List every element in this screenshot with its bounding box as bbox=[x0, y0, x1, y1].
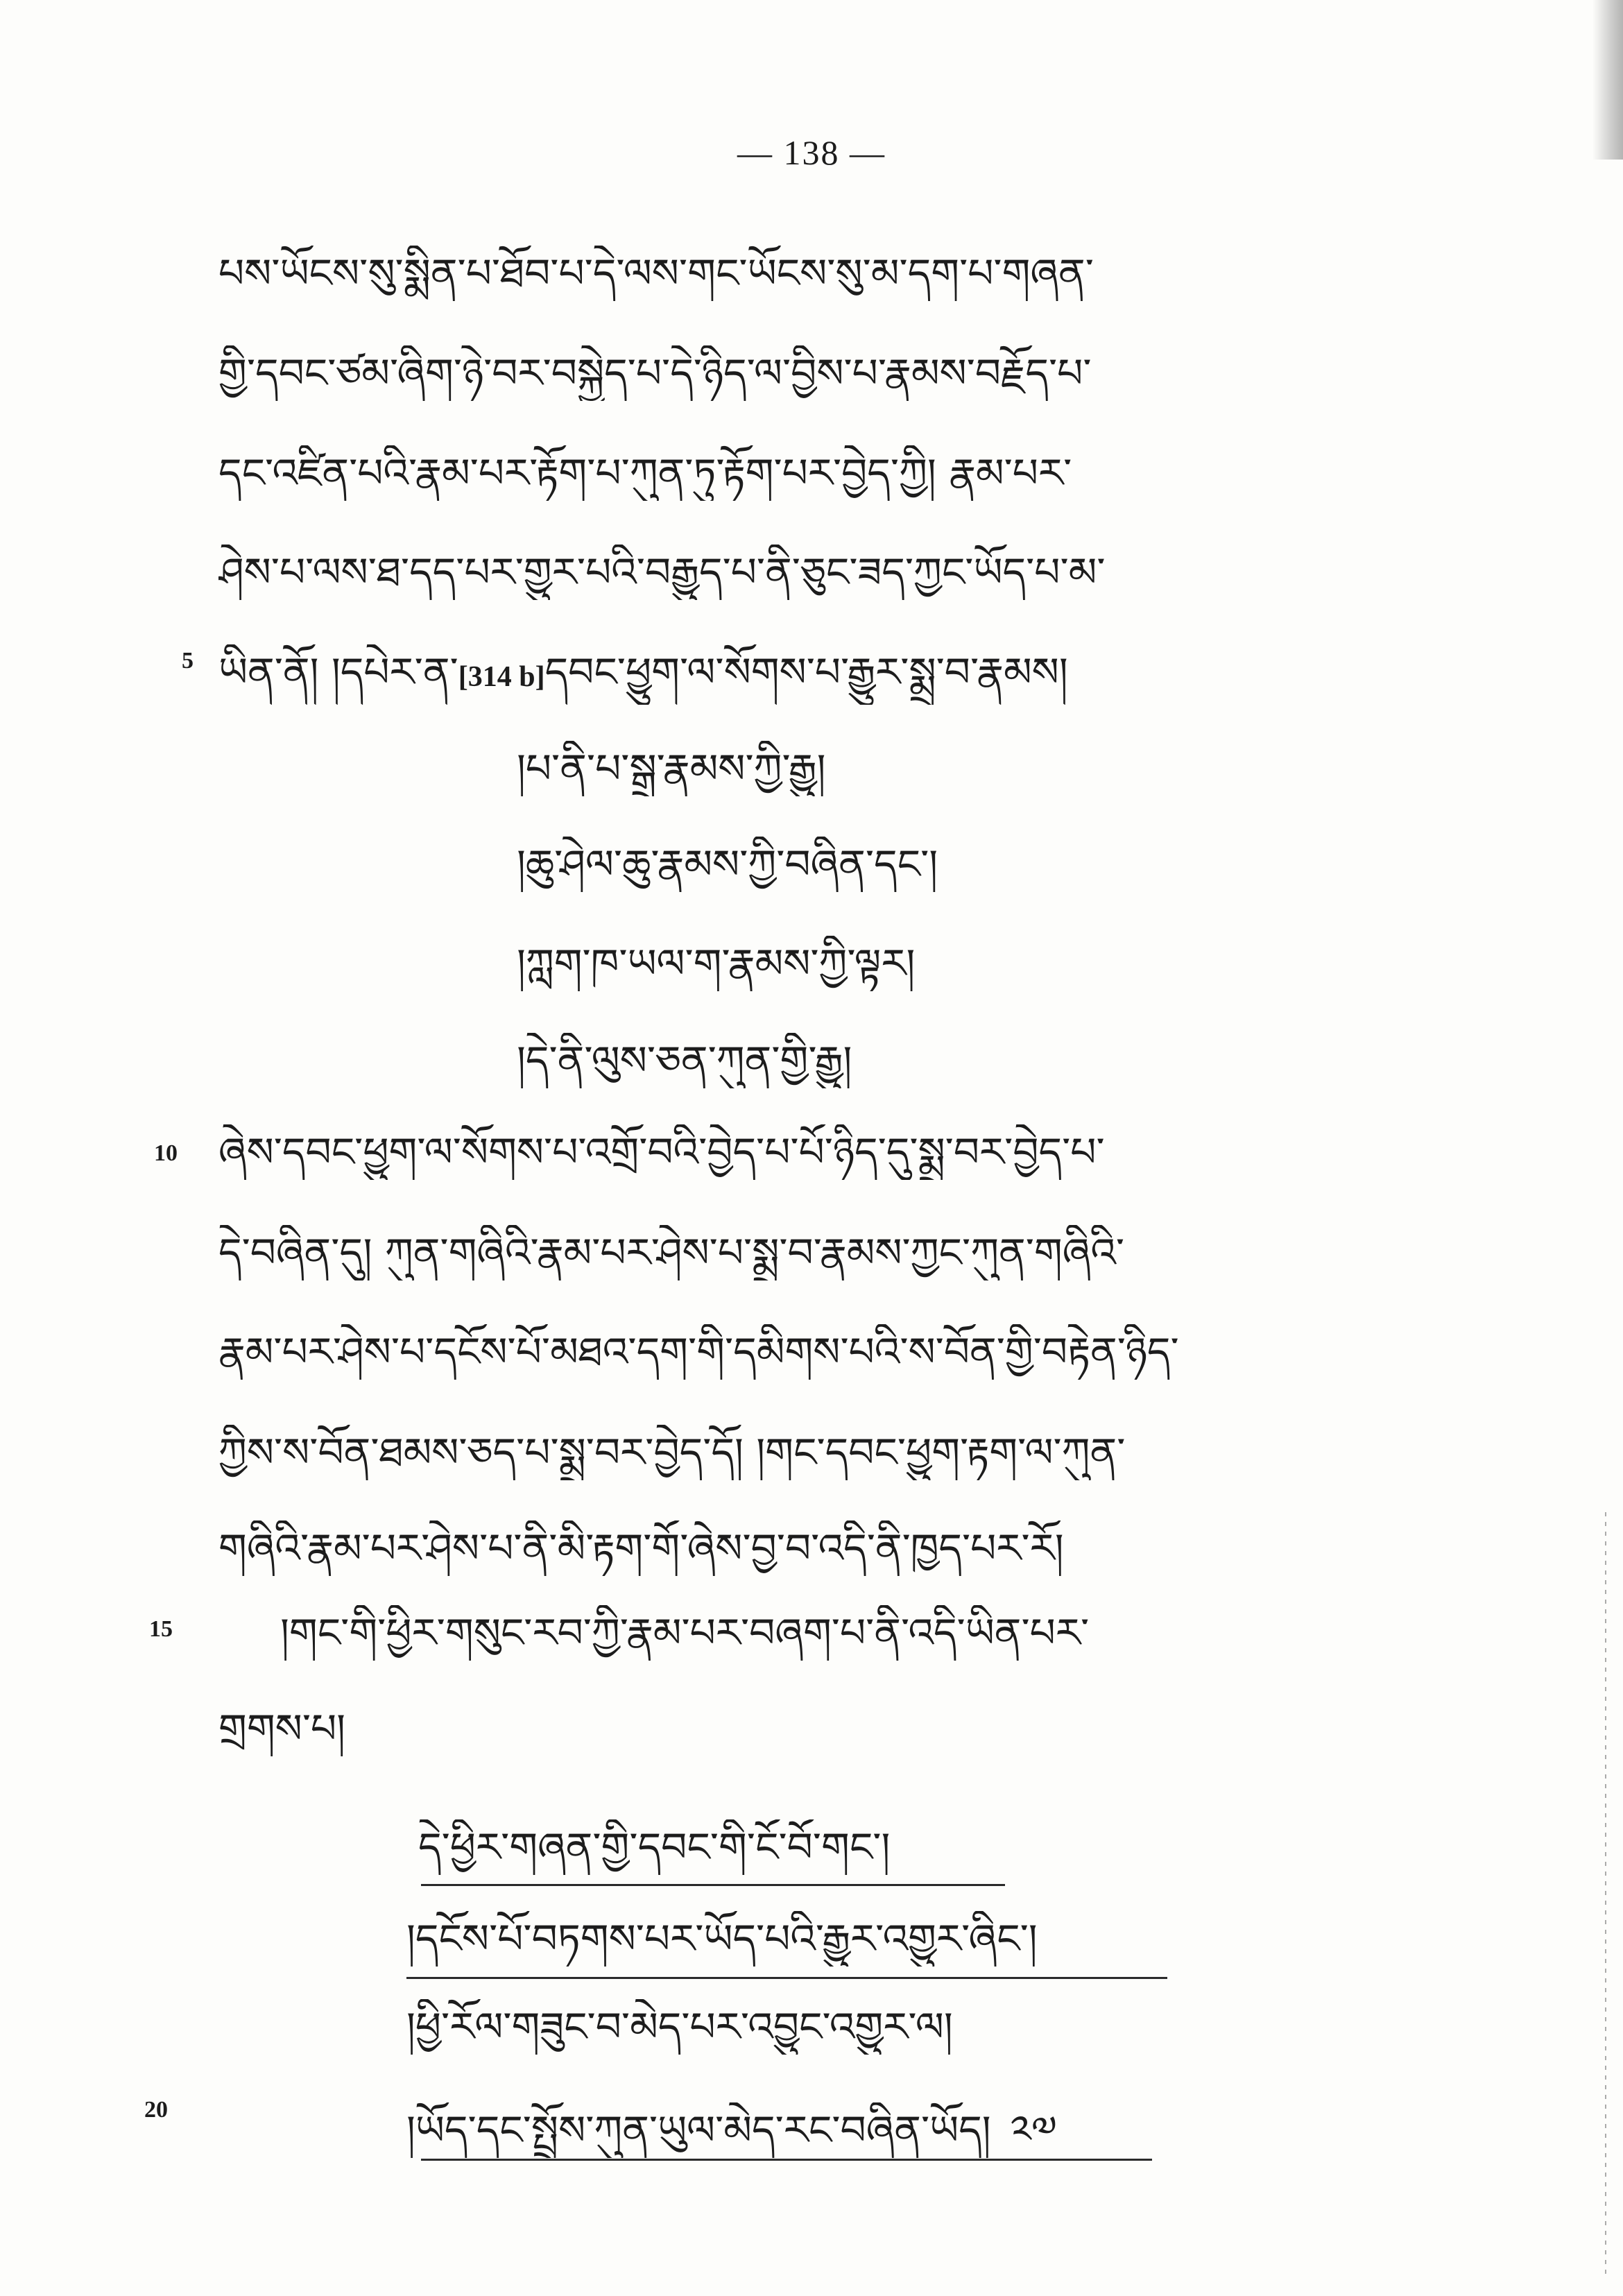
line-number-10: 10 bbox=[154, 1140, 178, 1166]
text-line-13: ཀྱིས་ས་བོན་ཐམས་ཅད་པ་སྨྲ་བར་བྱེད་དོ། །གང་དབང་ཕྱུག་རྟག་ལ་ཀུན་ bbox=[218, 1429, 1126, 1476]
root-verse-line-1: དེ་ཕྱིར་གཞན་གྱི་དབང་གི་ངོ་བོ་གང་། bbox=[418, 1824, 891, 1871]
quoted-verse-line-3: །ཀླག་ཁ་ཡལ་ག་རྣམས་ཀྱི་ལྟར། bbox=[517, 940, 916, 987]
root-verse-line-3: །ཕྱི་རོལ་གཟུང་བ་མེད་པར་འབྱུང་འགྱུར་ལ། bbox=[406, 2003, 953, 2050]
text-line-5-end: དབང་ཕྱུག་ལ་སོགས་པ་རྒྱུར་སྨྲ་བ་རྣམས། bbox=[544, 649, 1068, 696]
line-number-5: 5 bbox=[182, 648, 194, 674]
text-line-14: གཞིའི་རྣམ་པར་ཤེས་པ་ནི་མི་རྟག་གོ་ཞེས་བྱ་བ་འདི་ནི་ཁྱད་པར་རོ། bbox=[218, 1525, 1064, 1572]
quoted-verse-line-1: །པ་ནི་པ་སྒྲ་རྣམས་ཀྱི་རྒྱུ། bbox=[517, 745, 826, 792]
root-verse-line-2: །དངོས་པོ་བཏགས་པར་ཡོད་པའི་རྒྱུར་འགྱུར་ཞིང་། bbox=[406, 1915, 1038, 1962]
text-line-3: དང་འཛིན་པའི་རྣམ་པར་རྟོག་པ་ཀུན་ཏུ་རྟོག་པར་བྱེད་ཀྱི། རྣམ་པར་ bbox=[218, 449, 1072, 497]
text-line-16: གྲགས་པ། bbox=[218, 1705, 346, 1752]
text-line-10: ཞེས་དབང་ཕྱུག་ལ་སོགས་པ་འགྲོ་བའི་བྱེད་པ་པོ་ཉིད་དུ་སྨྲ་བར་བྱེད་པ་ bbox=[218, 1129, 1105, 1176]
page-number: — 138 — bbox=[737, 133, 886, 172]
quoted-verse-line-2: །ཆུ་ཤེལ་ཆུ་རྣམས་ཀྱི་བཞིན་དང་། bbox=[517, 841, 938, 888]
text-line-1: པས་ཡོངས་སུ་སྨིན་པ་ཐོབ་པ་དེ་ལས་གང་ཡོངས་སུ་མ་དག་པ་གཞན་ bbox=[218, 250, 1094, 297]
underline-4 bbox=[421, 2159, 1152, 2161]
scan-edge-line bbox=[1605, 1512, 1606, 2275]
text-line-5 bbox=[218, 644, 1409, 705]
line-number-15: 15 bbox=[149, 1616, 173, 1642]
verse-number: ༢༧ bbox=[1010, 2107, 1057, 2154]
text-line-5-start: ཡིན་ནོ། །དཔེར་ན་ bbox=[218, 649, 458, 696]
underline-1 bbox=[421, 1884, 1005, 1886]
root-verse-line-4-text: །ཡོད་དང་སྤྲོས་ཀུན་ཡུལ་མེད་རང་བཞིན་ཡོད། bbox=[406, 2107, 991, 2154]
text-line-12: རྣམ་པར་ཤེས་པ་དངོས་པོ་མཐའ་དག་གི་དམིགས་པའི་ས་བོན་གྱི་བརྟེན་ཉིད་ bbox=[218, 1328, 1179, 1376]
text-line-2: གྱི་དབང་ཙམ་ཞིག་ཉེ་བར་བསྐྱེད་པ་དེ་ཉིད་ལ་བྱིས་པ་རྣམས་བརྗོད་པ་ bbox=[218, 350, 1092, 397]
underline-2 bbox=[406, 1977, 1167, 1979]
line-number-20: 20 bbox=[144, 2097, 168, 2123]
text-line-4: ཤེས་པ་ལས་ཐ་དད་པར་གྱུར་པའི་བརྒྱུད་པ་ནི་ཅུང་ཟད་ཀྱང་ཡོད་པ་མ་ bbox=[218, 549, 1106, 596]
text-line-11: དེ་བཞིན་དུ། ཀུན་གཞིའི་རྣམ་པར་ཤེས་པ་སྨྲ་བ་རྣམས་ཀྱང་ཀུན་གཞིའི་ bbox=[218, 1229, 1125, 1276]
folio-reference: [314 b] bbox=[458, 661, 545, 693]
root-verse-line-4 bbox=[406, 2102, 1057, 2158]
text-line-15: །གང་གི་ཕྱིར་གསུང་རབ་ཀྱི་རྣམ་པར་བཞག་པ་ནི་འདི་ཡིན་པར་ bbox=[280, 1609, 1090, 1656]
quoted-verse-line-4: །དེ་ནི་ལུས་ཅན་ཀུན་གྱི་རྒྱུ། bbox=[517, 1037, 852, 1084]
